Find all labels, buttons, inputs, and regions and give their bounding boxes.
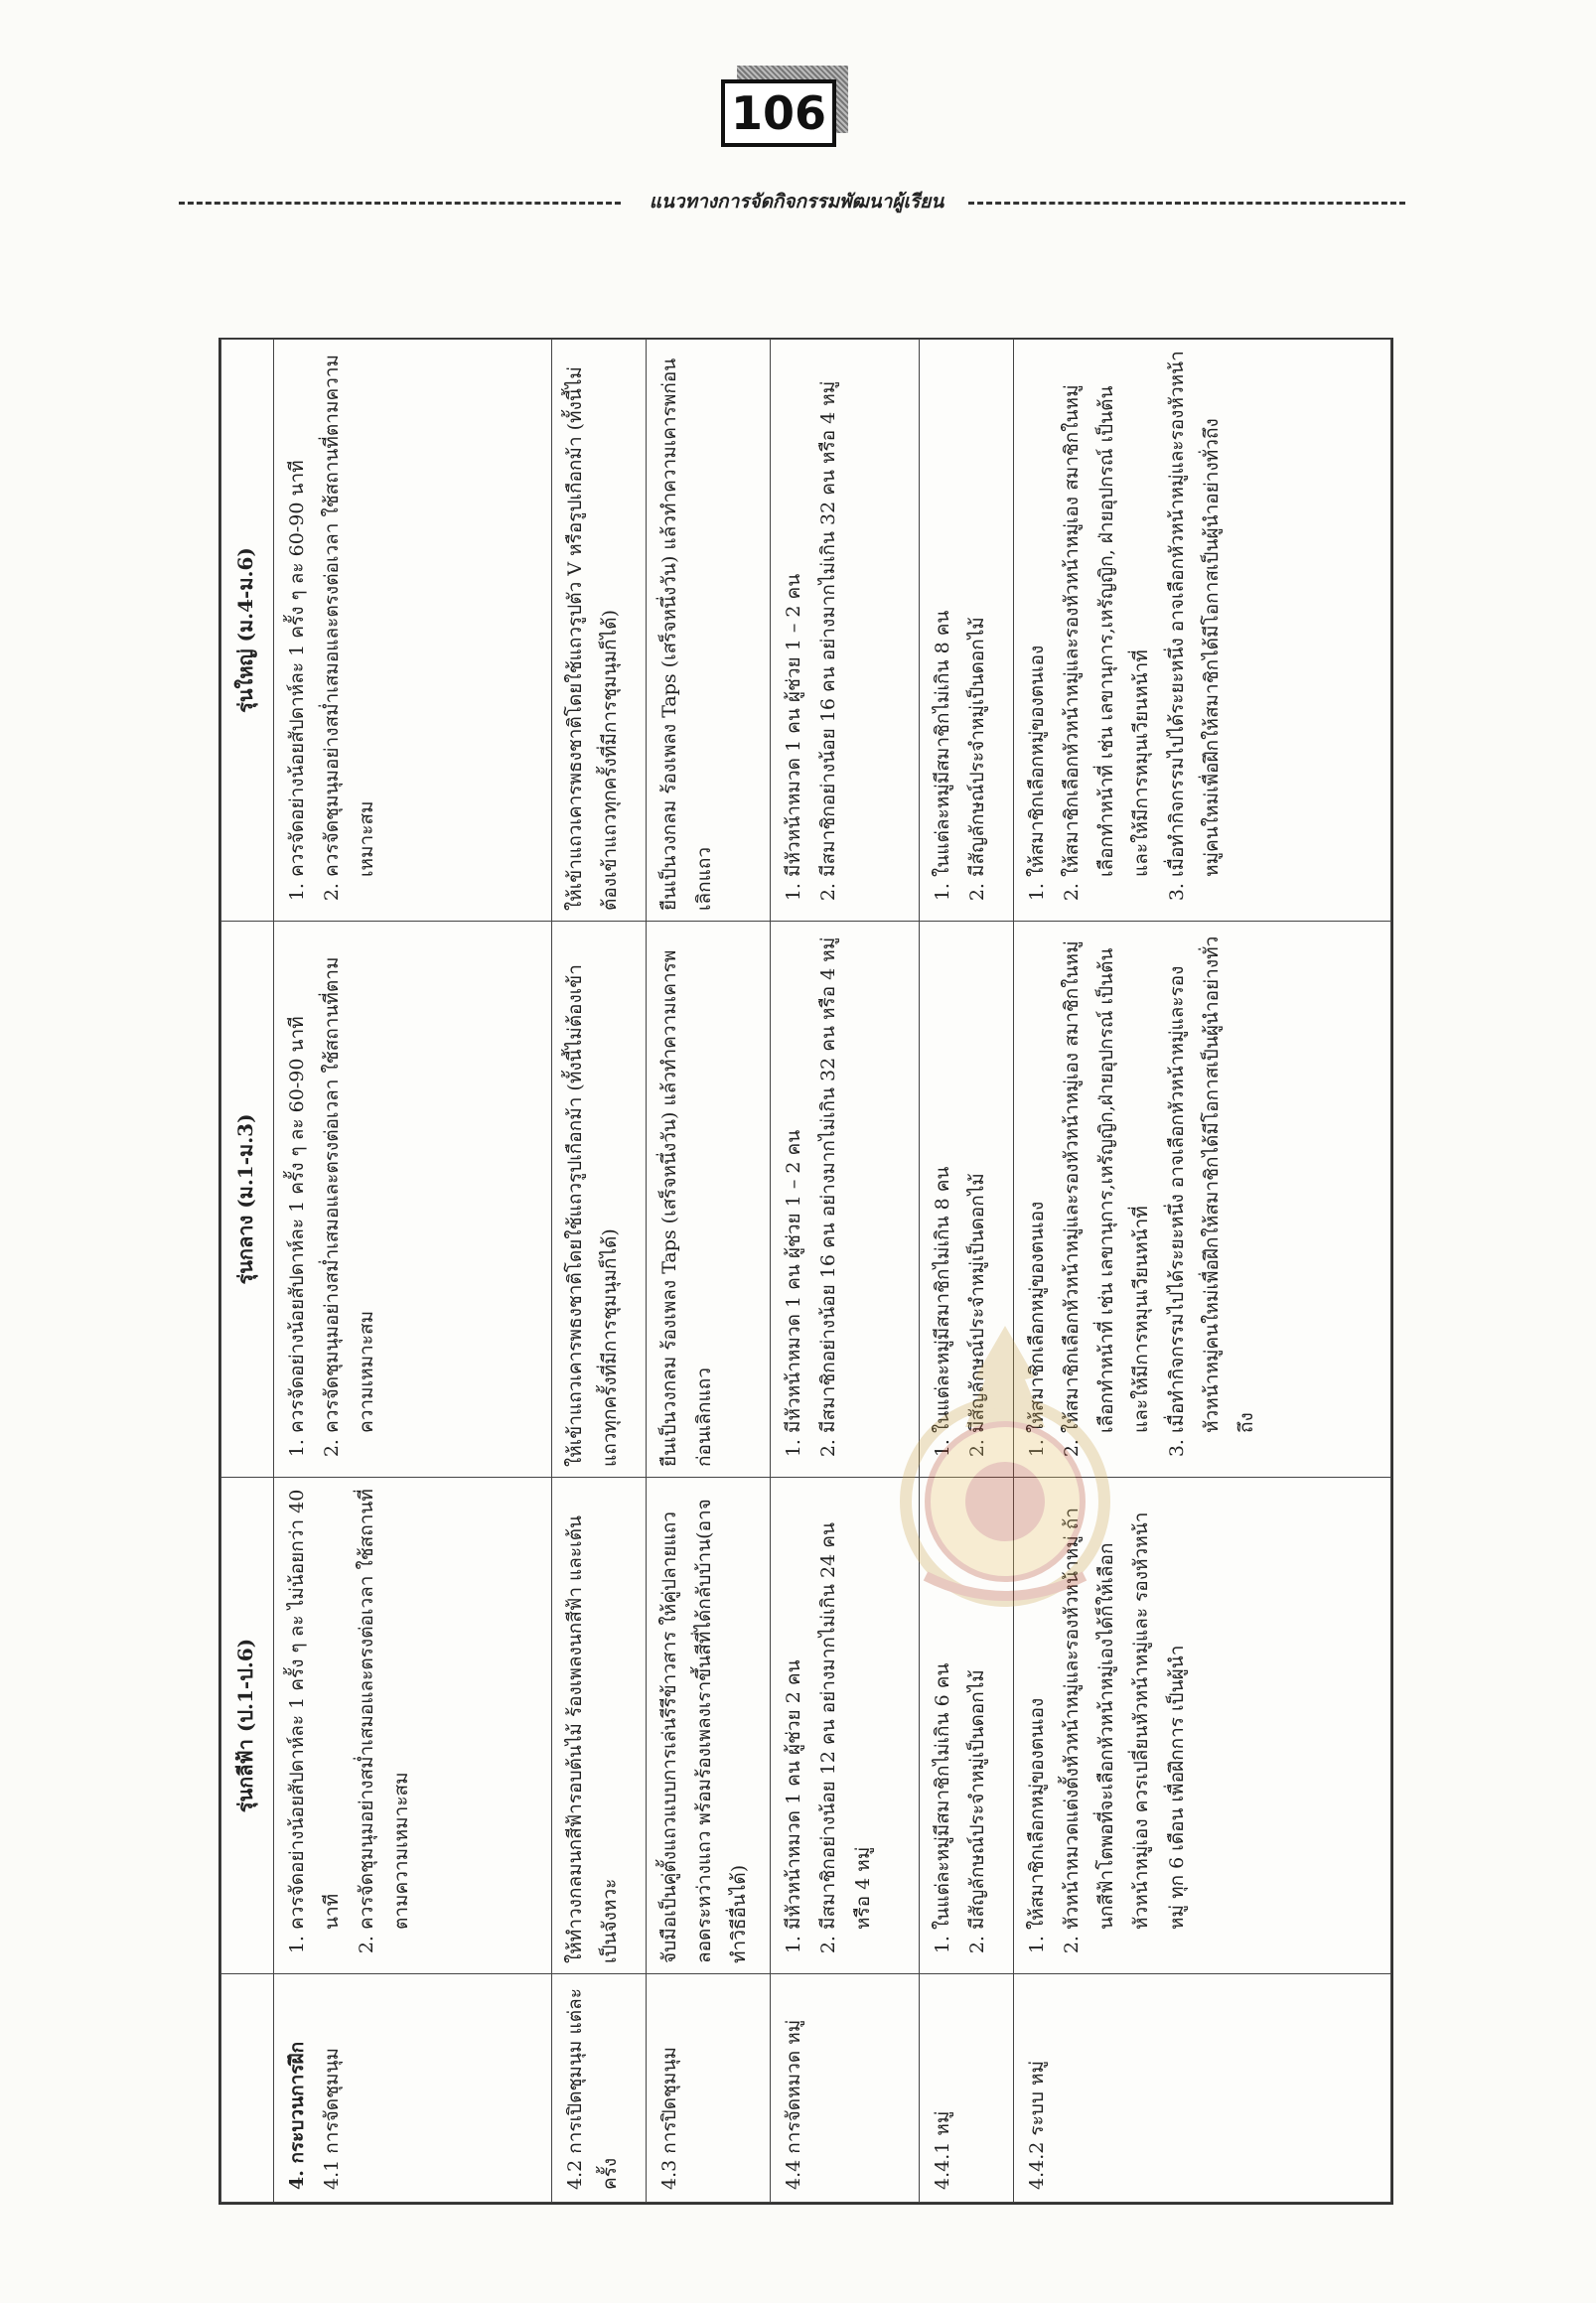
table-body — [274, 340, 1391, 2203]
cell-item-list — [280, 1488, 420, 1963]
header-rule-left — [179, 202, 621, 205]
cell-text: จับมือเป็นคู่ตั้งแถวแบบการเล่นรีรีข้าวสาร ให้คู่ปลายแถวลอดระหว่างแถว พร้อมร้องเพลงเราขึ้นสีที่ได้กลับบ้าน(อาจทำวิธีอื่นได้) — [658, 1499, 751, 1963]
cell-list-item: 1. ให้สมาชิกเลือกหมู่ของตนเอง — [1020, 350, 1055, 877]
cell-list-item: 2. ควรจัดชุมนุมอย่างสม่ำเสมอและตรงต่อเวลา ใช้สถานที่ตามความเหมาะสม — [315, 350, 384, 877]
row-topic — [552, 1974, 647, 2203]
cell-item-list — [1020, 350, 1230, 911]
row-topic-label: 4.4.1 หมู่ — [932, 2110, 953, 2190]
table-cell — [274, 340, 552, 922]
cell-list-item: 2. มีสัญลักษณ์ประจำหมู่เป็นดอกไม้ — [960, 1488, 995, 1930]
cell-list-item: 2. มีสัญลักษณ์ประจำหมู่เป็นดอกไม้ — [960, 350, 995, 877]
cell-list-item: 2. มีสมาชิกอย่างน้อย 16 คน อย่างมากไม่เกิน 32 คน หรือ 4 หมู่ — [811, 350, 846, 877]
cell-text: ให้ทำวงกลมนกสีฟ้ารอบต้นไม้ ร้องเพลงนกสีฟ้า และเต้นเป็นจังหวะ — [564, 1515, 622, 1963]
row-topic-label: 4.3 การปิดชุมนุม — [658, 2047, 680, 2190]
table-cell — [920, 922, 1014, 1478]
cell-list-item: 1. ในแต่ละหมู่มีสมาชิกไม่เกิน 8 คน — [926, 350, 960, 877]
table-cell — [552, 340, 647, 922]
cell-item-list — [1020, 932, 1264, 1467]
table-cell — [552, 922, 647, 1478]
rotated-table-container — [220, 340, 1391, 2203]
cell-item-list — [926, 932, 995, 1467]
running-header-title: แนวทางการจัดกิจกรรมพัฒนาผู้เรียน — [649, 191, 944, 213]
cell-list-item: 2. มีสมาชิกอย่างน้อย 16 คน อย่างมากไม่เกิน 32 คน หรือ 4 หมู่ — [811, 932, 846, 1433]
page-number: 106 — [721, 79, 836, 147]
cell-item-list — [926, 350, 995, 911]
table-cell — [920, 1478, 1014, 1974]
row-topic-label: 4. กระบวนการฝึก — [286, 2041, 308, 2190]
table-cell — [274, 922, 552, 1478]
table-row — [920, 340, 1014, 2203]
cell-list-item: 1. ให้สมาชิกเลือกหมู่ของตนเอง — [1020, 932, 1055, 1433]
cell-list-item: 1. ในแต่ละหมู่มีสมาชิกไม่เกิน 6 คน — [926, 1488, 960, 1930]
cell-list-item: 2. ให้สมาชิกเลือกหัวหน้าหมู่และรองหัวหน้าหมู่เอง สมาชิกในหมู่เลือกทำหน้าที่ เช่น เลขานุการ,เหรัญญิก, ฝ่ายอุปกรณ์ เป็นต้น และให้มีการหมุนเวียนหน้าที่ — [1055, 350, 1159, 877]
header-cell: รุ่นใหญ่ (ม.4-ม.6) — [221, 340, 274, 922]
cell-list-item: 3. เมื่อทำกิจกรรมไปได้ระยะหนึ่ง อาจเลือกหัวหน้าหมู่และรองหัวหน้าหมู่คนใหม่เพื่อฝึกให้สมาชิกได้มีโอกาสเป็นผู้นำอย่างทั่วถึง — [1160, 350, 1230, 877]
header-cell — [221, 1974, 274, 2203]
table-cell — [1014, 1478, 1391, 1974]
table-cell — [647, 922, 771, 1478]
cell-item-list — [280, 350, 384, 911]
cell-text: ยืนเป็นวงกลม ร้องเพลง Taps (เสร็จหนึ่งวัน) แล้วทำความเคารพก่อนเลิกแถว — [658, 358, 716, 911]
row-topic — [647, 1974, 771, 2203]
row-subtopic-label: 4.1 การจัดชุมนุม — [321, 2047, 344, 2190]
row-topic — [771, 1974, 920, 2203]
cell-list-item: 2. มีสัญลักษณ์ประจำหมู่เป็นดอกไม้ — [960, 932, 995, 1433]
table-cell — [1014, 340, 1391, 922]
header-rule-right — [968, 202, 1405, 205]
table-cell — [920, 340, 1014, 922]
table-cell — [771, 1478, 920, 1974]
row-topic — [920, 1974, 1014, 2203]
cell-list-item: 1. มีหัวหน้าหมวด 1 คน ผู้ช่วย 1 – 2 คน — [777, 932, 811, 1433]
cell-list-item: 2. มีสมาชิกอย่างน้อย 12 คน อย่างมากไม่เกิน 24 คน หรือ 4 หมู่ — [811, 1488, 881, 1930]
cell-list-item: 2. ควรจัดชุมนุมอย่างสม่ำเสมอและตรงต่อเวลา ใช้สถานที่ตามความเหมาะสม — [350, 1488, 419, 1930]
cell-list-item: 1. ให้สมาชิกเลือกหมู่ของตนเอง — [1020, 1488, 1055, 1930]
cell-text: ให้เข้าแถวเคารพธงชาติโดยใช้แถวรูปตัว V หรือรูปเกือกม้า (ทั้งนี้ไม่ต้องเข้าแถวทุกครั้งที่มีการชุมนุมก็ได้) — [564, 366, 622, 911]
cell-list-item: 3. เมื่อทำกิจกรรมไปได้ระยะหนึ่ง อาจเลือกหัวหน้าหมู่และรองหัวหน้าหมู่คนใหม่เพื่อฝึกให้สมาชิกได้มีโอกาสเป็นผู้นำอย่างทั่วถึง — [1160, 932, 1264, 1433]
table-cell — [552, 1478, 647, 1974]
table-cell — [274, 1478, 552, 1974]
row-topic — [1014, 1974, 1391, 2203]
cell-list-item: 1. ในแต่ละหมู่มีสมาชิกไม่เกิน 8 คน — [926, 932, 960, 1433]
cell-item-list — [777, 1488, 881, 1963]
table-row — [647, 340, 771, 2203]
cell-list-item: 1. ควรจัดอย่างน้อยสัปดาห์ละ 1 ครั้ง ๆ ละ 60-90 นาที — [280, 932, 315, 1433]
table-row — [274, 340, 552, 2203]
cell-list-item: 1. ควรจัดอย่างน้อยสัปดาห์ละ 1 ครั้ง ๆ ละ 60-90 นาที — [280, 350, 315, 877]
table-row — [771, 340, 920, 2203]
cell-item-list — [280, 932, 384, 1467]
cell-list-item: 2. หัวหน้าหมวดแต่งตั้งหัวหน้าหมู่และรองหัวหน้าหมู่ ถ้านกสีฟ้าโตพอที่จะเลือกหัวหน้าหมู่เองได้ก็ให้เลือกหัวหน้าหมู่เอง ควรเปลี่ยนหัวหน้าหมู่และ รองหัวหน้าหมู่ ทุก 6 เดือน เพื่อฝึกการ เป็นผู้นำ — [1055, 1488, 1195, 1930]
header-cell: รุ่นกลีฟ้า (ป.1-ป.6) — [221, 1478, 274, 1974]
cell-text: ให้เข้าแถวเคารพธงชาติโดยใช้แถวรูปเกือกม้า (ทั้งนี้ไม่ต้องเข้าแถวทุกครั้งที่มีการชุมนุมก็ได้) — [564, 964, 622, 1467]
table-header-row — [221, 340, 274, 2203]
cell-list-item: 1. ควรจัดอย่างน้อยสัปดาห์ละ 1 ครั้ง ๆ ละ ไม่น้อยกว่า 40 นาที — [280, 1488, 350, 1930]
table-cell — [1014, 922, 1391, 1478]
row-topic-label: 4.4.2 ระบบ หมู่ — [1026, 2060, 1048, 2190]
table-cell — [771, 340, 920, 922]
table-row — [552, 340, 647, 2203]
cell-item-list — [926, 1488, 995, 1963]
cell-item-list — [1020, 1488, 1195, 1963]
table-cell — [647, 340, 771, 922]
row-topic — [274, 1974, 552, 2203]
table-cell — [771, 922, 920, 1478]
cell-list-item: 2. ควรจัดชุมนุมอย่างสม่ำเสมอและตรงต่อเวลา ใช้สถานที่ตามความเหมาะสม — [315, 932, 384, 1433]
table-cell — [647, 1478, 771, 1974]
cell-list-item: 2. ให้สมาชิกเลือกหัวหน้าหมู่และรองหัวหน้าหมู่เอง สมาชิกในหมู่เลือกทำหน้าที่ เช่น เลขานุการ,เหรัญญิก,ฝ่ายอุปกรณ์ เป็นต้น และให้มีการหมุนเวียนหน้าที่ — [1055, 932, 1159, 1433]
row-topic-label: 4.2 การเปิดชุมนุม แต่ละครั้ง — [564, 1988, 622, 2190]
header-cell: รุ่นกลาง (ม.1-ม.3) — [221, 922, 274, 1478]
cell-item-list — [777, 350, 846, 911]
activity-table — [220, 339, 1391, 2203]
row-topic-label: 4.4 การจัดหมวด หมู่ — [783, 2019, 804, 2190]
cell-item-list — [777, 932, 846, 1467]
cell-list-item: 1. มีหัวหน้าหมวด 1 คน ผู้ช่วย 1 – 2 คน — [777, 350, 811, 877]
table-row — [1014, 340, 1391, 2203]
cell-list-item: 1. มีหัวหน้าหมวด 1 คน ผู้ช่วย 2 คน — [777, 1488, 811, 1930]
activity-table-frame — [218, 338, 1393, 2205]
cell-text: ยืนเป็นวงกลม ร้องเพลง Taps (เสร็จหนึ่งวัน) แล้วทำความเคารพก่อนเลิกแถว — [658, 949, 716, 1467]
